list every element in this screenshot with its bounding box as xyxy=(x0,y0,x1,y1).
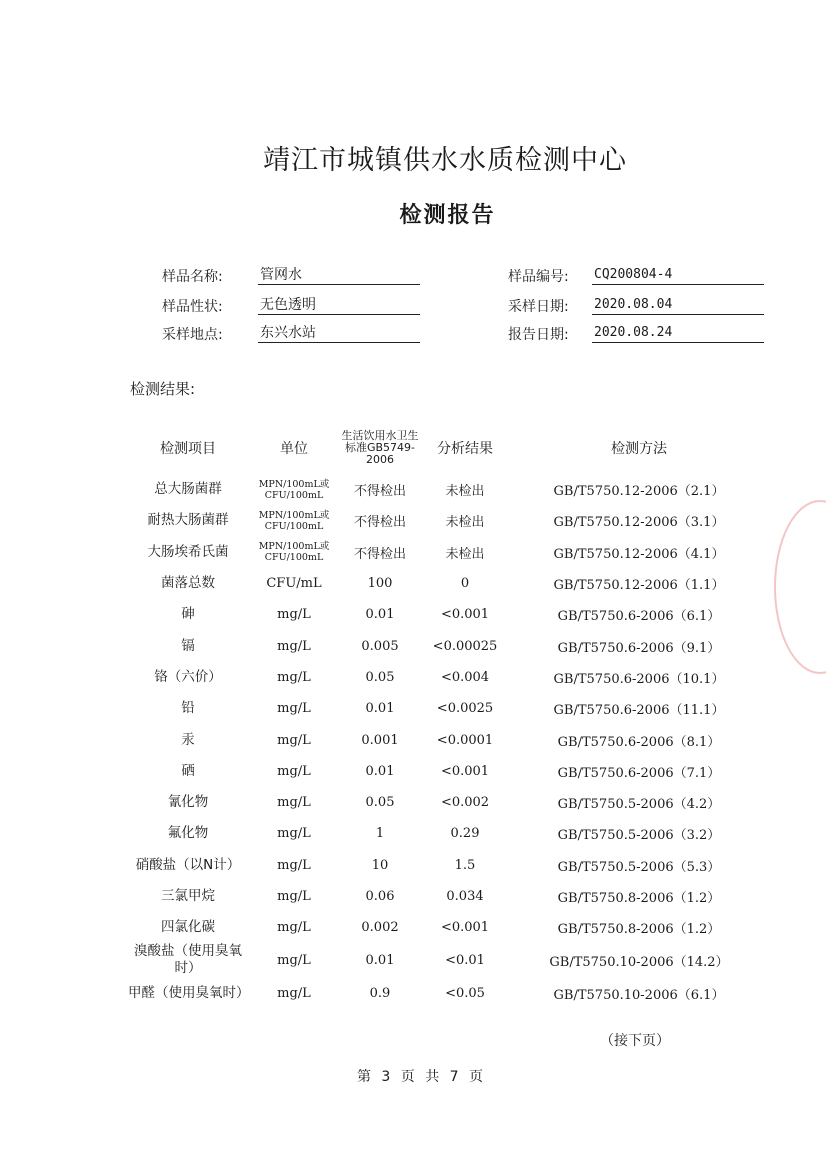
cell-method: GB/T5750.6-2006（9.1） xyxy=(557,640,721,656)
report-date-value: 2020.08.24 xyxy=(592,324,764,343)
cell-method: GB/T5750.8-2006（1.2） xyxy=(557,922,721,938)
cell-unit: mg/L xyxy=(277,857,311,873)
table-row xyxy=(128,724,768,755)
cell-method: GB/T5750.5-2006（3.2） xyxy=(557,828,721,844)
cell-result: 0.034 xyxy=(446,889,484,904)
cell-result: 未检出 xyxy=(445,546,485,562)
sampling-location-value: 东兴水站 xyxy=(258,324,420,343)
table-row xyxy=(128,693,768,724)
results-section-label: 检测结果: xyxy=(130,380,196,398)
table-row xyxy=(128,977,768,1008)
cell-method: GB/T5750.6-2006（10.1） xyxy=(553,671,725,687)
sampling-date-value: 2020.08.04 xyxy=(592,296,764,315)
cell-unit: mg/L xyxy=(277,701,311,717)
cell-unit: MPN/100mL或CFU/100mL xyxy=(258,478,330,501)
cell-standard: 0.01 xyxy=(365,701,395,717)
cell-result: 1.5 xyxy=(454,857,476,873)
cell-result: <0.00025 xyxy=(432,638,498,654)
cell-unit: mg/L xyxy=(277,732,311,748)
cell-standard: 0.05 xyxy=(365,795,395,811)
header-item: 检测项目 xyxy=(160,441,216,457)
cell-standard: 0.001 xyxy=(361,732,399,748)
cell-method: GB/T5750.6-2006（11.1） xyxy=(553,703,725,719)
cell-standard: 1 xyxy=(375,826,385,842)
cell-standard: 0.05 xyxy=(365,669,395,685)
table-header-row xyxy=(128,422,768,474)
cell-unit: mg/L xyxy=(277,889,311,904)
cell-standard: 100 xyxy=(367,576,393,592)
cell-result: <0.05 xyxy=(445,985,485,1001)
table-row xyxy=(128,537,768,568)
cell-item: 耐热大肠菌群 xyxy=(147,512,229,529)
cell-method: GB/T5750.12-2006（1.1） xyxy=(553,578,725,594)
cell-standard: 0.01 xyxy=(365,952,395,968)
cell-method: GB/T5750.12-2006（3.1） xyxy=(553,515,725,531)
cell-item: 氟化物 xyxy=(167,825,209,842)
cell-result: 0.29 xyxy=(450,826,480,842)
sample-id-label: 样品编号: xyxy=(508,269,569,285)
table-row xyxy=(128,787,768,818)
table-row xyxy=(128,850,768,881)
sample-property-value: 无色透明 xyxy=(258,296,420,315)
sample-name-label: 样品名称: xyxy=(162,269,223,285)
cell-unit: mg/L xyxy=(277,669,311,685)
cell-result: 未检出 xyxy=(445,484,485,500)
header-unit: 单位 xyxy=(280,441,308,457)
cell-standard: 0.002 xyxy=(361,920,399,936)
cell-item: 大肠埃希氏菌 xyxy=(147,543,229,560)
cell-item: 硒 xyxy=(181,762,195,779)
sample-property-label: 样品性状: xyxy=(162,299,223,315)
cell-result: 0 xyxy=(460,576,470,592)
cell-item: 菌落总数 xyxy=(161,575,215,592)
table-row xyxy=(128,881,768,912)
cell-result: 未检出 xyxy=(445,515,485,531)
cell-method: GB/T5750.6-2006（7.1） xyxy=(557,765,721,781)
cell-unit: CFU/mL xyxy=(266,576,322,592)
table-row xyxy=(128,568,768,599)
cell-item: 铬（六价） xyxy=(154,668,222,685)
cell-item: 硝酸盐（以N计） xyxy=(135,856,241,873)
cell-method: GB/T5750.6-2006（6.1） xyxy=(557,609,721,625)
cell-unit: mg/L xyxy=(277,920,311,936)
cell-method: GB/T5750.6-2006（8.1） xyxy=(557,734,721,750)
table-row xyxy=(128,756,768,787)
cell-result: <0.001 xyxy=(440,607,490,623)
cell-result: <0.002 xyxy=(440,795,490,811)
cell-unit: mg/L xyxy=(277,952,311,968)
cell-unit: mg/L xyxy=(277,763,311,779)
cell-item: 三氯甲烷 xyxy=(161,888,215,904)
sampling-location-label: 采样地点: xyxy=(162,327,223,343)
cell-standard: 0.9 xyxy=(369,985,391,1001)
cell-item: 四氯化碳 xyxy=(161,919,215,936)
cell-method: GB/T5750.12-2006（2.1） xyxy=(553,484,725,500)
cell-method: GB/T5750.8-2006（1.2） xyxy=(557,891,721,906)
cell-unit: mg/L xyxy=(277,607,311,623)
cell-standard: 0.06 xyxy=(365,889,395,904)
cell-result: <0.001 xyxy=(440,763,490,779)
report-title: 检测报告 xyxy=(399,203,496,228)
cell-standard: 不得检出 xyxy=(353,546,406,562)
cell-item: 溴酸盐（使用臭氧时） xyxy=(134,943,242,977)
cell-unit: mg/L xyxy=(277,638,311,654)
continued-note: （接下页） xyxy=(600,1033,670,1049)
table-row xyxy=(128,943,768,977)
cell-method: GB/T5750.12-2006（4.1） xyxy=(553,546,725,562)
organization-name: 靖江市城镇供水水质检测中心 xyxy=(263,145,627,176)
sample-name-value: 管网水 xyxy=(258,266,420,285)
cell-method: GB/T5750.5-2006（4.2） xyxy=(557,797,721,813)
sampling-date-label: 采样日期: xyxy=(508,299,569,315)
header-method: 检测方法 xyxy=(611,441,667,457)
cell-item: 铅 xyxy=(181,700,195,717)
table-row xyxy=(128,912,768,943)
cell-unit: mg/L xyxy=(277,985,311,1001)
cell-standard: 不得检出 xyxy=(353,515,406,531)
cell-standard: 0.01 xyxy=(365,607,395,623)
stamp-seal xyxy=(774,500,826,674)
table-row xyxy=(128,662,768,693)
cell-item: 汞 xyxy=(181,731,195,748)
cell-method: GB/T5750.10-2006（6.1） xyxy=(553,987,725,1003)
cell-item: 镉 xyxy=(181,637,195,654)
cell-unit: MPN/100mL或CFU/100mL xyxy=(258,541,330,564)
cell-item: 氰化物 xyxy=(167,794,209,811)
cell-item: 甲醛（使用臭氧时） xyxy=(128,984,250,1001)
table-row xyxy=(128,474,768,505)
table-row xyxy=(128,818,768,849)
cell-standard: 0.005 xyxy=(361,638,399,654)
sample-id-value: CQ200804-4 xyxy=(592,266,764,285)
cell-unit: MPN/100mL或CFU/100mL xyxy=(258,509,330,532)
cell-unit: mg/L xyxy=(277,826,311,842)
cell-standard: 10 xyxy=(371,857,389,873)
report-date-label: 报告日期: xyxy=(508,327,569,343)
header-standard: 生活饮用水卫生标准GB5749-2006 xyxy=(341,429,419,466)
cell-result: <0.0001 xyxy=(436,732,494,748)
cell-result: <0.001 xyxy=(440,920,490,936)
cell-item: 总大肠菌群 xyxy=(154,481,222,498)
cell-standard: 不得检出 xyxy=(353,484,406,500)
cell-result: <0.004 xyxy=(440,669,490,685)
cell-standard: 0.01 xyxy=(365,763,395,779)
table-row xyxy=(128,630,768,661)
cell-result: <0.01 xyxy=(445,952,485,968)
results-table xyxy=(128,422,768,1009)
page-number: 第 3 页 共 7 页 xyxy=(356,1069,484,1085)
cell-method: GB/T5750.5-2006（5.3） xyxy=(557,859,721,875)
table-row xyxy=(128,599,768,630)
cell-result: <0.0025 xyxy=(436,701,494,717)
cell-unit: mg/L xyxy=(277,795,311,811)
header-result: 分析结果 xyxy=(437,441,493,457)
table-row xyxy=(128,505,768,536)
cell-method: GB/T5750.10-2006（14.2） xyxy=(549,954,729,970)
cell-item: 砷 xyxy=(181,606,195,623)
